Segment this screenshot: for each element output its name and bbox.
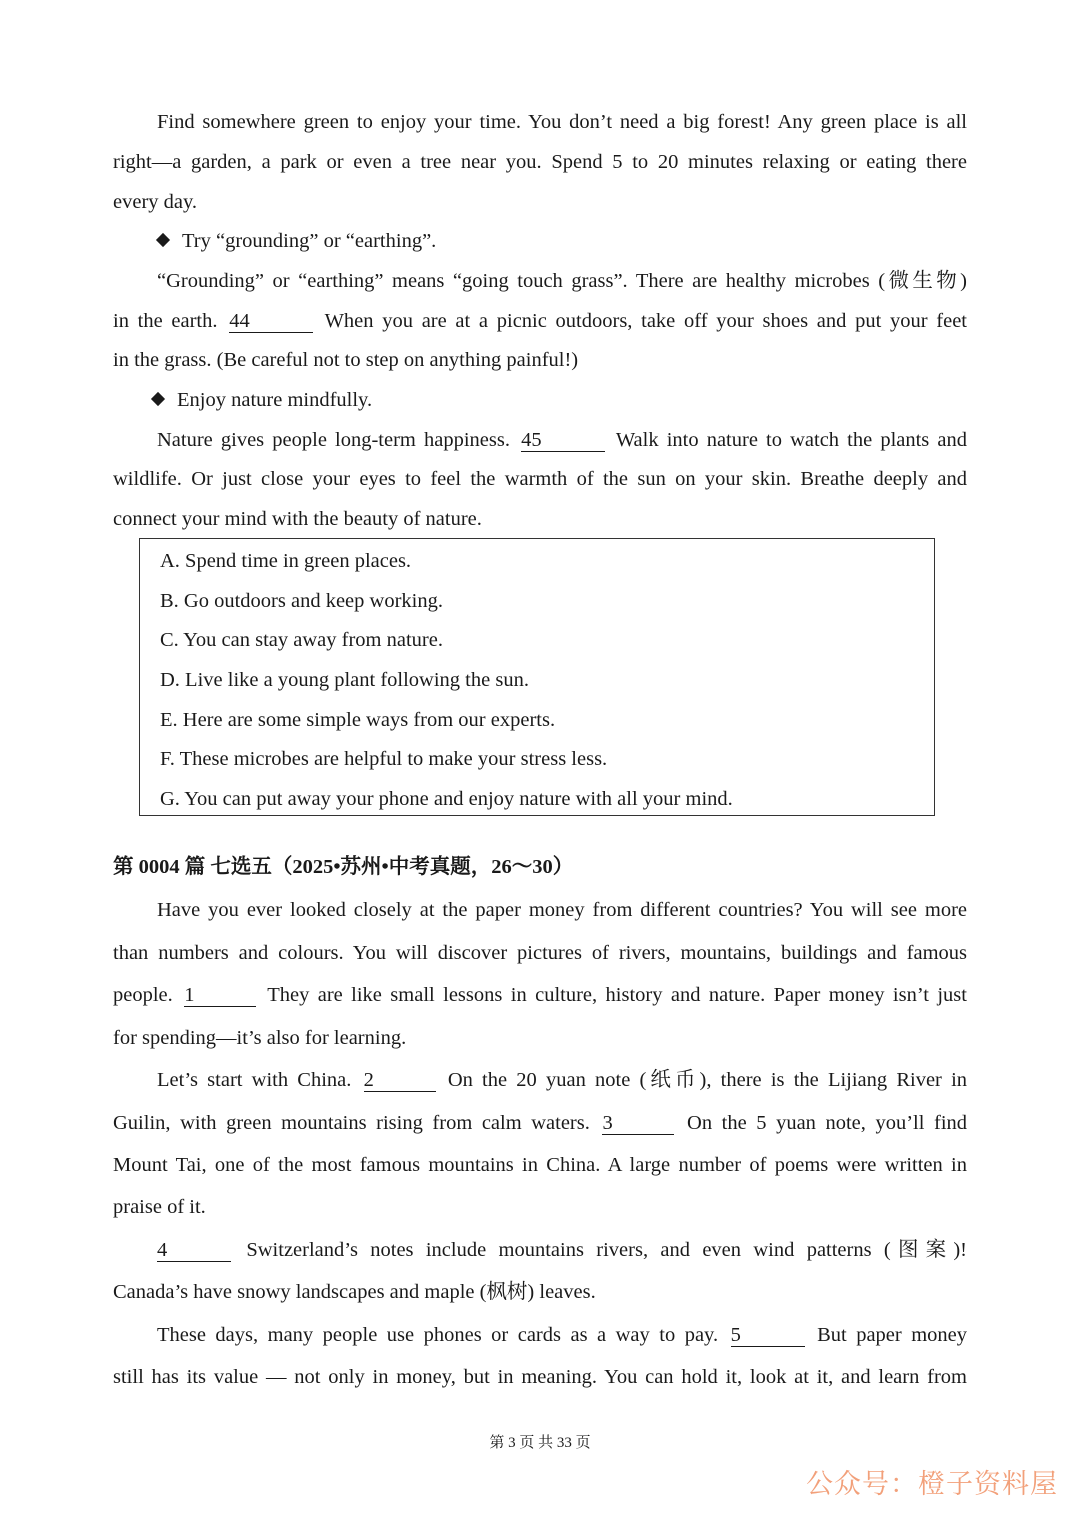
paragraph-line: connect your mind with the beauty of nature. [113,508,482,530]
text-segment: But paper money [817,1324,968,1346]
text-segment: They are like small lessons in culture, history and nature. Paper money isn’t just [267,984,967,1006]
bullet-heading [158,227,436,255]
paragraph-line [157,1066,967,1094]
watermark: 公众号：橙子资料屋 [806,1469,1058,1500]
answer-blank-3: 3 [602,1112,674,1135]
answer-blank-1: 1 [184,984,256,1007]
options-box [139,538,935,816]
paragraph-line: Canada’s have snowy landscapes and maple (枫树) leaves. [113,1281,596,1303]
paragraph-line [157,1236,967,1264]
answer-blank-5: 5 [731,1324,805,1347]
text-segment: Let’s start with China. [157,1069,352,1091]
option-f: F. These microbes are helpful to make your stress less. [160,748,608,770]
text-segment: Guilin, with green mountains rising from calm waters. [113,1112,590,1134]
text-segment: people. [113,984,173,1006]
option-e: E. Here are some simple ways from our experts. [160,709,556,731]
paragraph-line [113,1109,967,1137]
option-d: D. Live like a young plant following the sun. [160,669,529,691]
answer-blank-4: 4 [157,1239,231,1262]
paragraph-line: still has its value — not only in money, but in meaning. You can hold it, look at it, and learn from [113,1366,967,1388]
answer-blank-44: 44 [229,310,313,333]
paragraph-line [113,307,967,335]
option-c: C. You can stay away from nature. [160,629,443,651]
bullet-text: Try “grounding” or “earthing”. [182,230,437,252]
option-b: B. Go outdoors and keep working. [160,590,443,612]
text-segment: When you are at a picnic outdoors, take off your shoes and put your feet [324,310,967,332]
option-g: G. You can put away your phone and enjoy nature with all your mind. [160,788,733,810]
answer-blank-2: 2 [364,1069,436,1092]
paragraph-line: Have you ever looked closely at the paper money from different countries? You will see more [157,899,967,921]
text-segment: Nature gives people long-term happiness. [157,429,510,451]
paragraph-line: wildlife. Or just close your eyes to feel the warmth of the sun on your skin. Breathe deeply and [113,468,967,490]
paragraph-line: than numbers and colours. You will discover pictures of rivers, mountains, buildings and famous [113,942,967,964]
paragraph-line: in the grass. (Be careful not to step on anything painful!) [113,349,579,371]
paragraph-line: praise of it. [113,1196,206,1218]
text-segment: On the 5 yuan note, you’ll find [687,1112,968,1134]
paragraph-line: “Grounding” or “earthing” means “going touch grass”. There are healthy microbes (微生物) [157,270,967,292]
text-segment: in the earth. [113,310,218,332]
paragraph-line: Mount Tai, one of the most famous mountains in China. A large number of poems were written in [113,1154,967,1176]
text-segment: Switzerland’s notes include mountains rivers, and even wind patterns (图案)! [246,1239,968,1261]
paragraph-line: every day. [113,191,198,213]
option-a: A. Spend time in green places. [160,550,412,572]
section-heading: 第 0004 篇 七选五（2025•苏州•中考真题，26～30） [113,856,574,878]
paragraph-line [157,1321,967,1349]
diamond-bullet-icon [156,233,170,247]
text-segment: Walk into nature to watch the plants and [615,429,968,451]
paragraph-line [157,426,967,454]
diamond-bullet-icon [151,392,165,406]
paragraph-line: right—a garden, a park or even a tree near you. Spend 5 to 20 minutes relaxing or eating there [113,151,967,173]
text-segment: On the 20 yuan note (纸币), there is the Lijiang River in [447,1069,968,1091]
page-number-footer: 第 3 页 共 33 页 [489,1435,591,1451]
bullet-heading [153,386,372,414]
paragraph-line: for spending—it’s also for learning. [113,1027,407,1049]
text-segment: These days, many people use phones or cards as a way to pay. [157,1324,719,1346]
bullet-text: Enjoy nature mindfully. [177,389,373,411]
paragraph-line [113,981,967,1009]
answer-blank-45: 45 [521,429,605,452]
paragraph-line: Find somewhere green to enjoy your time. You don’t need a big forest! Any green place is all [157,111,967,133]
